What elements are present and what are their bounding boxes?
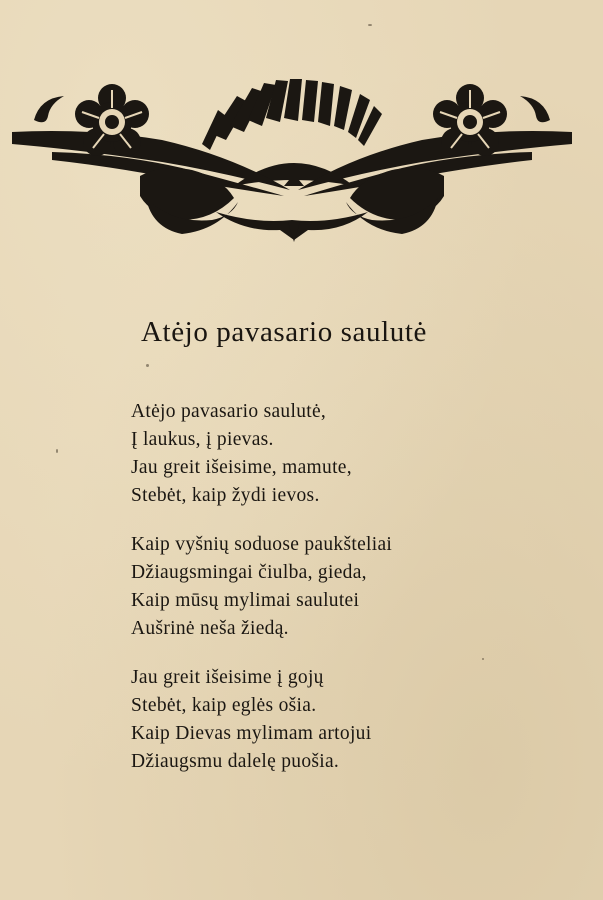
poem-line: Atėjo pavasario saulutė, (131, 401, 327, 422)
poem-line: Kaip vyšnių soduose paukšteliai (131, 534, 393, 555)
poem-line: Kaip mūsų mylimai saulutei (131, 590, 360, 611)
paper-speck (368, 24, 372, 26)
right-leaf-fan-icon (346, 168, 444, 234)
sun-rays-icon (202, 79, 382, 150)
poem-line: Jau greit išeisime į gojų (131, 667, 324, 688)
poem-title: Atėjo pavasario saulutė (141, 316, 427, 348)
paper-speck (482, 658, 484, 660)
paper-speck (146, 364, 149, 367)
poem-line: Į laukus, į pievas. (131, 429, 274, 450)
poem-line: Jau greit išeisime, mamute, (131, 457, 352, 478)
left-leaf-fan-icon (140, 168, 238, 234)
poem-line: Stebėt, kaip žydi ievos. (131, 485, 320, 506)
stanza (131, 664, 551, 776)
paper-speck (56, 449, 58, 453)
left-curl-icon (34, 96, 64, 122)
poem-line: Džiaugsmu dalelę puošia. (131, 751, 340, 772)
poem-line: Aušrinė neša žiedą. (131, 618, 289, 639)
sunrise-flowers-ornament-icon (12, 74, 572, 249)
right-curl-icon (520, 96, 550, 122)
poem-line: Stebėt, kaip eglės ošia. (131, 695, 317, 716)
stanza (131, 531, 551, 643)
stanza (131, 398, 551, 510)
poem-line: Džiaugsmingai čiulba, gieda, (131, 562, 367, 583)
poem-line: Kaip Dievas mylimam artojui (131, 723, 372, 744)
poem-body (131, 398, 551, 797)
